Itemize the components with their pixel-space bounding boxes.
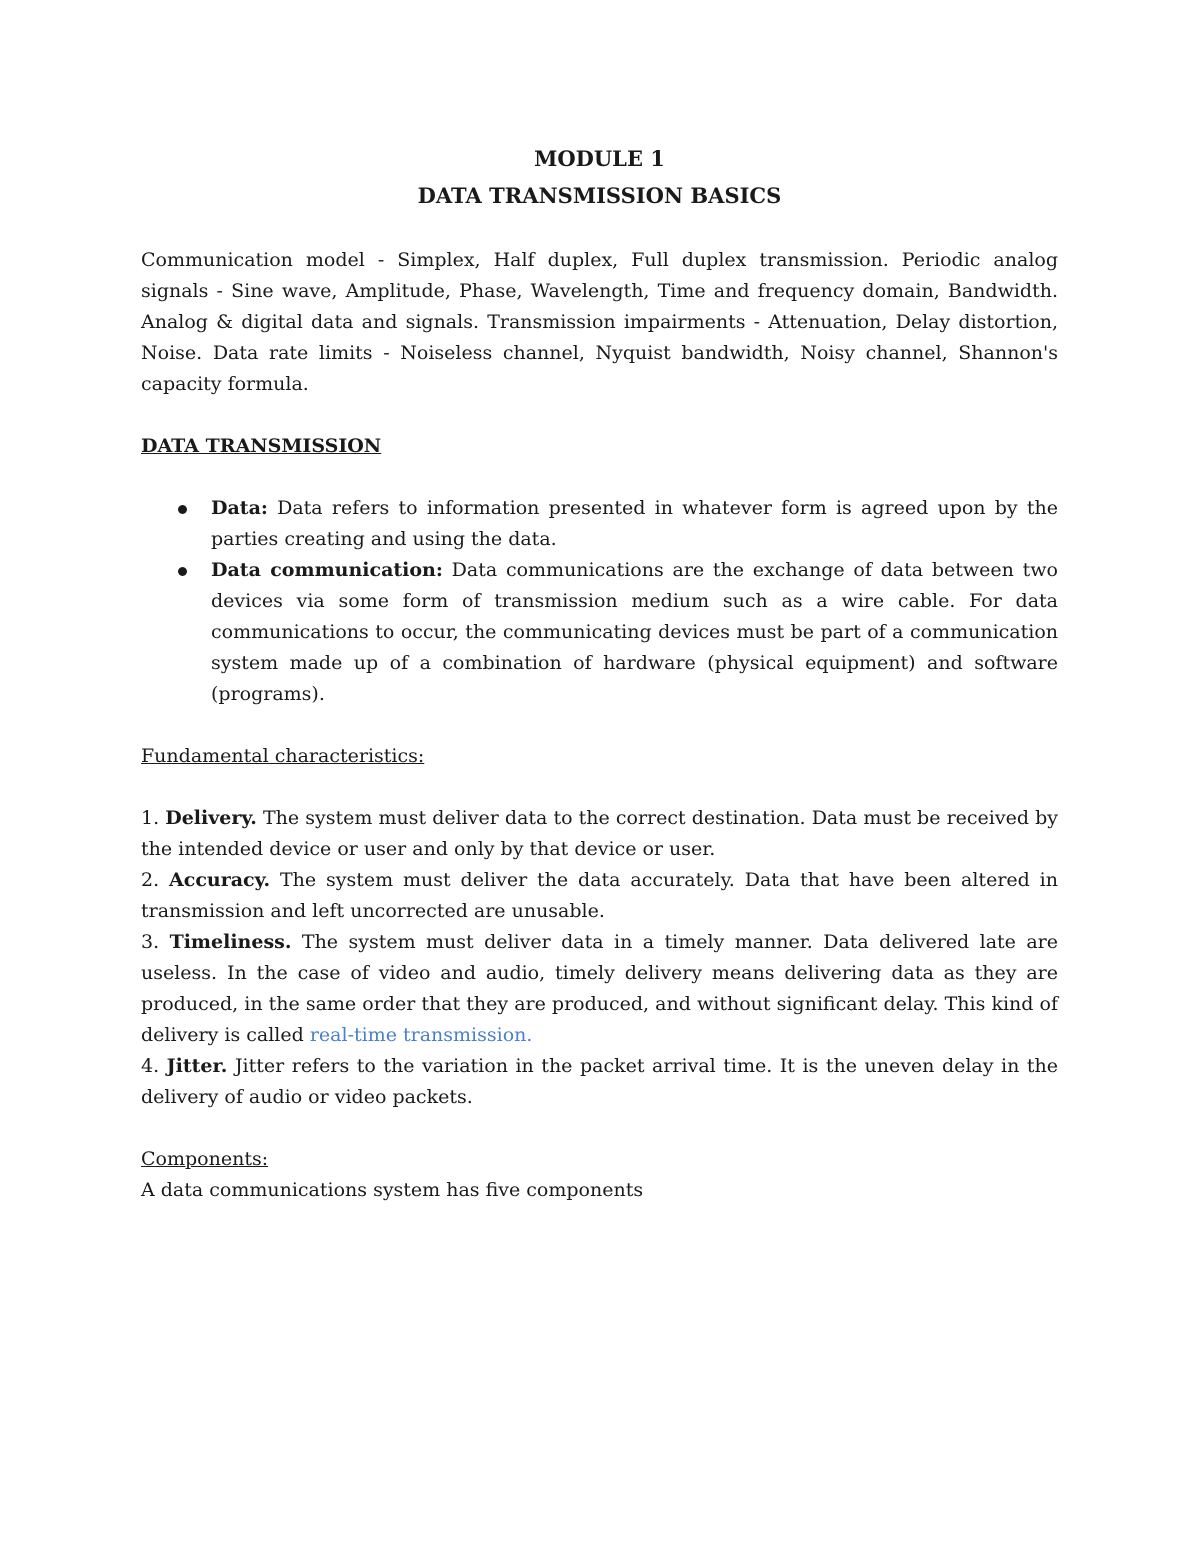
- characteristic-text: The system must deliver data in a timely manner. Data delivered late are useless. In the case of video and audio, timely delivery means delivering data as they are produced, in the same order that they are produced, and without significant delay. This kind of delivery is called: [141, 931, 1058, 1046]
- characteristic-text: Jitter refers to the variation in the packet arrival time. It is the uneven delay in the delivery of audio or video packets.: [141, 1055, 1058, 1108]
- document-page: [141, 140, 1058, 1206]
- definition-term: Data:: [211, 497, 268, 519]
- list-item: [141, 493, 1058, 555]
- item-number: 2.: [141, 869, 170, 891]
- bullet-icon: [178, 567, 187, 576]
- definition-text: Data communications are the exchange of data between two devices via some form of transmission medium such as a wire cable. For data communications to occur, the communicating devices must be part of a communication system made up of a combination of hardware (physical equipment) and software (programs).: [211, 559, 1058, 705]
- definition-list: [141, 493, 1058, 710]
- characteristic-item: [141, 1051, 1058, 1113]
- characteristic-item: [141, 927, 1058, 1051]
- item-number: 1.: [141, 807, 166, 829]
- components-text: A data communications system has five components: [141, 1179, 644, 1201]
- syllabus-paragraph: Communication model - Simplex, Half duplex, Full duplex transmission. Periodic analog signals - Sine wave, Amplitude, Phase, Wavelength, Time and frequency domain, Bandwidth. Analog & digital data and signals. Transmission impairments - Attenuation, Delay distortion, Noise. Data rate limits - Noiseless channel, Nyquist bandwidth, Noisy channel, Shannon's capacity formula.: [141, 249, 1058, 395]
- definition-term: Data communication:: [211, 559, 443, 581]
- definition-text: Data refers to information presented in whatever form is agreed upon by the parties creating and using the data.: [211, 497, 1058, 550]
- item-number: 4.: [141, 1055, 167, 1077]
- characteristic-text: The system must deliver the data accurately. Data that have been altered in transmission and left uncorrected are unusable.: [141, 869, 1058, 922]
- page-title: DATA TRANSMISSION BASICS: [417, 183, 782, 208]
- characteristic-term: Delivery.: [165, 807, 257, 829]
- list-item: [141, 555, 1058, 710]
- module-label: MODULE 1: [534, 146, 665, 171]
- characteristic-term: Timeliness.: [169, 931, 292, 953]
- item-number: 3.: [141, 931, 170, 953]
- characteristics-heading: Fundamental characteristics:: [141, 745, 425, 767]
- characteristic-item: [141, 865, 1058, 927]
- characteristic-item: [141, 803, 1058, 865]
- characteristic-term: Jitter.: [166, 1055, 228, 1077]
- bullet-icon: [178, 505, 187, 514]
- characteristic-text: The system must deliver data to the correct destination. Data must be received by the intended device or user and only by that device or user.: [141, 807, 1058, 860]
- characteristic-term: Accuracy.: [169, 869, 271, 891]
- components-heading: Components:: [141, 1148, 269, 1170]
- section-heading: DATA TRANSMISSION: [141, 435, 382, 457]
- real-time-transmission-link[interactable]: real-time transmission.: [309, 1024, 533, 1046]
